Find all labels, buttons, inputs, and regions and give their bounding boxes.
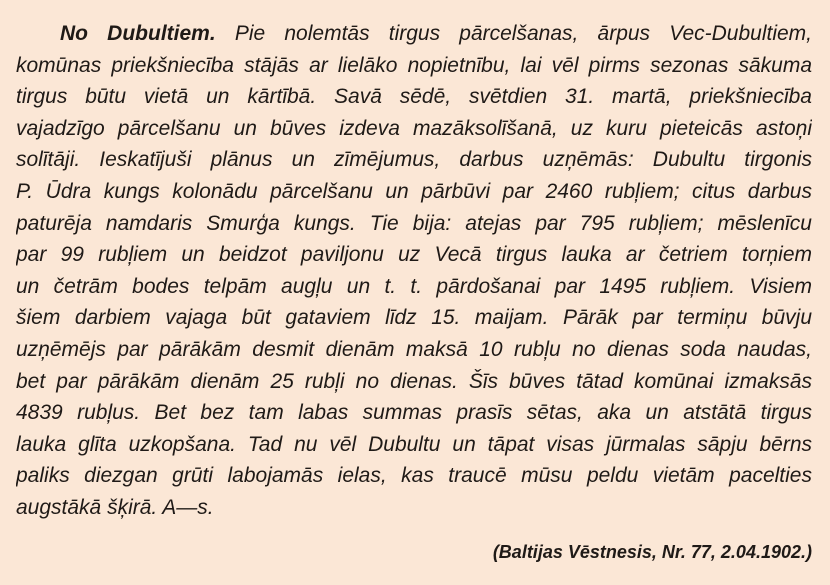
article-line-12: bet par pārākām dienām 25 rubļi no dienas. Šīs būves tātad komūnai izmaksās xyxy=(16,369,812,393)
article-line-3: tirgus būtu vietā un kārtībā. Savā sēdē, svētdien 31. martā, priekšniecība xyxy=(16,85,812,109)
article-line-9: un četrām bodes telpām augļu un t. t. pārdošanai par 1495 rubļiem. Visiem xyxy=(16,274,812,298)
article-line-7: paturēja namdaris Smurģa kungs. Tie bija: atejas par 795 rubļiem; mēslenīcu xyxy=(16,211,812,235)
article-body xyxy=(16,18,812,524)
article-line-10: šiem darbiem vajaga būt gataviem līdz 15. maijam. Pārāk par termiņu būvju xyxy=(16,306,812,330)
article-line-4: vajadzīgo pārcelšanu un būves izdeva mazāksolīšanā, uz kuru pieteicās astoņi xyxy=(16,116,812,140)
source-citation: (Baltijas Vēstnesis, Nr. 77, 2.04.1902.) xyxy=(492,542,812,562)
article-line-13: 4839 rubļus. Bet bez tam labas summas prasīs sētas, aka un atstātā tirgus xyxy=(16,401,812,425)
article-lead: No Dubultiem. xyxy=(60,22,216,45)
article-line-16: augstākā šķirā. A—s. xyxy=(16,495,214,519)
article-line-14: lauka glīta uzkopšana. Tad nu vēl Dubultu un tāpat visas jūrmalas sāpju bērns xyxy=(16,432,812,456)
article-line-2: komūnas priekšniecība stājās ar lielāko nopietnību, lai vēl pirms sezonas sākuma xyxy=(16,53,812,77)
article-line-5: solītāji. Ieskatījuši plānus un zīmējumus, darbus uzņēmās: Dubultu tirgonis xyxy=(16,148,812,172)
article-line-8: par 99 rubļiem un beidzot paviljonu uz Vecā tirgus lauka ar četriem torņiem xyxy=(16,243,812,267)
article-line-6: P. Ūdra kungs kolonādu pārcelšanu un pārbūvi par 2460 rubļiem; citus darbus xyxy=(16,179,812,203)
article-line-15: paliks diezgan grūti labojamās ielas, kas traucē mūsu peldu vietām pacelties xyxy=(16,464,812,488)
article-line-11: uzņēmējs par pārākām desmit dienām maksā 10 rubļu no dienas soda naudas, xyxy=(16,337,812,361)
article-line-1-text: Pie nolemtās tirgus pārcelšanas, ārpus Vec-Dubultiem, xyxy=(215,22,812,45)
article-line-1 xyxy=(16,18,812,50)
